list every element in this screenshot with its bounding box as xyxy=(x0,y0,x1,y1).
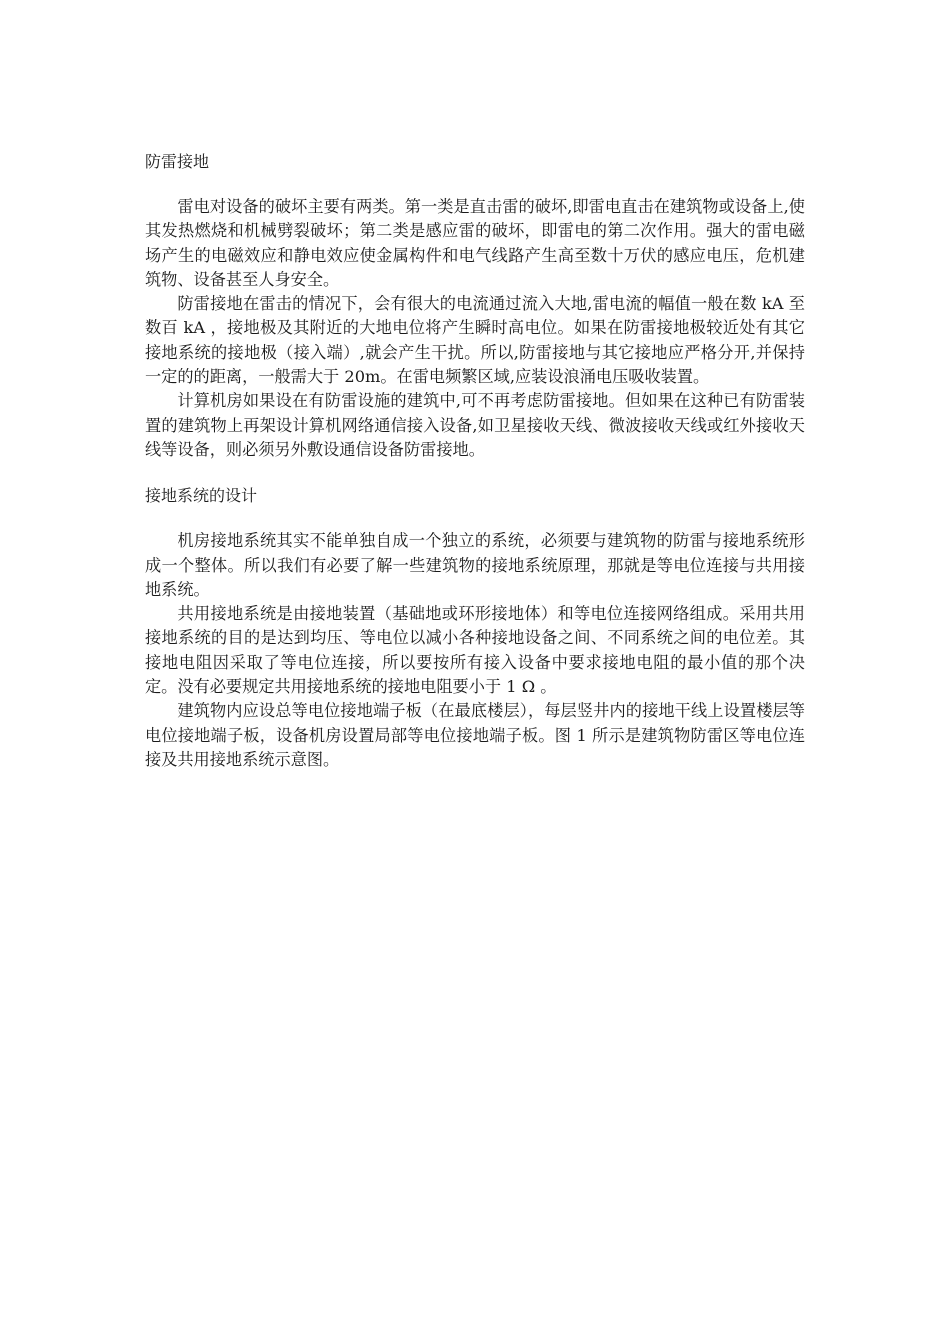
section-body xyxy=(145,195,805,462)
paragraph: 共用接地系统是由接地装置（基础地或环形接地体）和等电位连接网络组成。采用共用接地系统的目的是达到均压、等电位以减小各种接地设备之间、不同系统之间的电位差。其接地电阻因采取了等电位连接，所以要按所有接入设备中要求接地电阻的最小值的那个决定。没有必要规定共用接地系统的接地电阻要小于 1 Ω 。 xyxy=(145,604,805,697)
section-grounding-system-design xyxy=(145,484,805,772)
paragraph: 防雷接地在雷击的情况下，会有很大的电流通过流入大地,雷电流的幅值一般在数 kA 至数百 kA ，接地极及其附近的大地电位将产生瞬时高电位。如果在防雷接地极较近处有其它接地系统的接地极（接入端）,就会产生干扰。所以,防雷接地与其它接地应严格分开,并保持一定的的距离，一般需大于 20m。在雷电频繁区域,应装设浪涌电压吸收装置。 xyxy=(145,294,805,387)
section-body xyxy=(145,529,805,772)
paragraph: 机房接地系统其实不能单独自成一个独立的系统，必须要与建筑物的防雷与接地系统形成一个整体。所以我们有必要了解一些建筑物的接地系统原理，那就是等电位连接与共用接地系统。 xyxy=(145,531,805,599)
paragraph: 计算机房如果设在有防雷设施的建筑中,可不再考虑防雷接地。但如果在这种已有防雷装置的建筑物上再架设计算机网络通信接入设备,如卫星接收天线、微波接收天线或红外接收天线等设备，则必须另外敷设通信设备防雷接地。 xyxy=(145,391,805,459)
paragraph: 雷电对设备的破坏主要有两类。第一类是直击雷的破坏,即雷电直击在建筑物或设备上,使其发热燃烧和机械劈裂破坏；第二类是感应雷的破坏，即雷电的第二次作用。强大的雷电磁场产生的电磁效应和静电效应使金属构件和电气线路产生高至数十万伏的感应电压，危机建筑物、设备甚至人身安全。 xyxy=(145,197,805,289)
paragraph: 建筑物内应设总等电位接地端子板（在最底楼层），每层竖井内的接地干线上设置楼层等电位接地端子板，设备机房设置局部等电位接地端子板。图 1 所示是建筑物防雷区等电位连接及共用接地系统示意图。 xyxy=(145,701,805,769)
section-lightning-grounding xyxy=(145,150,805,462)
document-page xyxy=(145,150,805,772)
section-heading: 防雷接地 xyxy=(145,152,210,171)
section-heading: 接地系统的设计 xyxy=(145,486,258,506)
